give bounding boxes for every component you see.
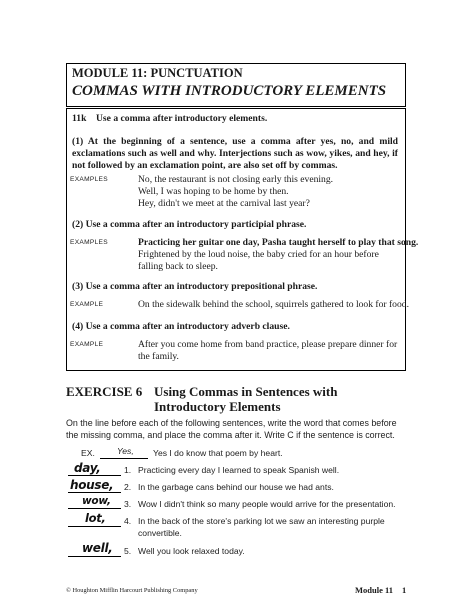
rule-number: 11k bbox=[72, 113, 87, 124]
section-1-title-text: (1) At the beginning of a sentence, use a comma after yes, no, and mild exclamations such as well and why. Interjections such as wow, yikes, and hey, if not followed by an exclamation point, are also set off by commas. bbox=[72, 136, 398, 171]
item-4-sentence: In the back of the store's parking lot we saw an interesting purple convertible. bbox=[138, 516, 385, 538]
footer-copyright: © Houghton Mifflin Harcourt Publishing Company bbox=[66, 587, 198, 594]
section-2-example-2-text: Frightened by the loud noise, the baby cried for an hour before falling back to sleep. bbox=[138, 249, 379, 272]
section-3-title: (3) Use a comma after an introductory prepositional phrase. bbox=[72, 281, 318, 292]
item-2-answer: house, bbox=[70, 478, 114, 492]
item-4-answer-line[interactable] bbox=[68, 526, 121, 527]
item-5-number: 5. bbox=[124, 546, 132, 556]
exercise-title: Using Commas in Sentences with Introductory Elements bbox=[154, 384, 338, 414]
module-header bbox=[66, 63, 406, 107]
section-4-example-1 bbox=[138, 339, 400, 363]
item-1-answer-line[interactable] bbox=[68, 475, 121, 476]
item-2-sentence: In the garbage cans behind our house we had ants. bbox=[138, 482, 334, 492]
item-5-answer-line[interactable] bbox=[68, 556, 121, 557]
section-2-example-2 bbox=[138, 249, 400, 273]
item-1-number: 1. bbox=[124, 465, 132, 475]
item-5-answer: well, bbox=[82, 541, 113, 555]
example-sentence: Yes I do know that poem by heart. bbox=[153, 448, 283, 458]
section-3-label: EXAMPLE bbox=[70, 301, 104, 308]
exercise-instructions: On the line before each of the following sentences, write the word that comes before the missing comma, and place the comma after it. Write C if the sentence is correct. bbox=[66, 418, 397, 440]
item-4-answer: lot, bbox=[85, 511, 106, 525]
section-1-example-3: Hey, didn't we meet at the carnival last year? bbox=[138, 198, 310, 209]
section-2-example-1-text: Practicing her guitar one day, Pasha taught herself to play that song. bbox=[138, 237, 419, 248]
section-4-label: EXAMPLE bbox=[70, 341, 104, 348]
item-3-answer-line[interactable] bbox=[68, 508, 121, 509]
section-1-title bbox=[72, 136, 398, 172]
item-1-answer: day, bbox=[74, 461, 101, 475]
footer-module: Module 11 bbox=[355, 585, 394, 595]
item-3-number: 3. bbox=[124, 499, 132, 509]
section-2-label: EXAMPLES bbox=[70, 239, 108, 246]
item-5-sentence: Well you look relaxed today. bbox=[138, 546, 245, 556]
item-3-sentence: Wow I didn't think so many people would arrive for the presentation. bbox=[138, 499, 396, 509]
module-subtitle: COMMAS WITH INTRODUCTORY ELEMENTS bbox=[72, 83, 387, 99]
footer-page-number: 1 bbox=[402, 585, 407, 595]
exercise-number: EXERCISE 6 bbox=[66, 384, 143, 399]
section-4-title: (4) Use a comma after an introductory adverb clause. bbox=[72, 321, 290, 332]
section-4-example-1-text: After you come home from band practice, please prepare dinner for the family. bbox=[138, 339, 398, 362]
item-3-answer: wow, bbox=[82, 495, 111, 507]
section-2-title: (2) Use a comma after an introductory participial phrase. bbox=[72, 219, 307, 230]
example-answer: Yes, bbox=[117, 446, 134, 456]
section-1-label: EXAMPLES bbox=[70, 176, 108, 183]
rule-heading bbox=[72, 113, 267, 125]
rule-heading-text: Use a comma after introductory elements. bbox=[96, 113, 268, 124]
example-answer-line bbox=[100, 458, 148, 459]
item-4-number: 4. bbox=[124, 516, 132, 526]
item-1-sentence: Practicing every day I learned to speak Spanish well. bbox=[138, 465, 340, 475]
section-2-example-1 bbox=[138, 237, 418, 249]
item-2-number: 2. bbox=[124, 482, 132, 492]
item-2-answer-line[interactable] bbox=[68, 492, 121, 493]
example-label: EX. bbox=[81, 448, 95, 458]
rule-box bbox=[66, 108, 419, 371]
section-3-example-1: On the sidewalk behind the school, squirrels gathered to look for food. bbox=[138, 299, 409, 310]
section-1-example-2: Well, I was hoping to be home by then. bbox=[138, 186, 289, 197]
section-1-example-1: No, the restaurant is not closing early this evening. bbox=[138, 174, 334, 185]
module-title: MODULE 11: PUNCTUATION bbox=[72, 66, 243, 80]
